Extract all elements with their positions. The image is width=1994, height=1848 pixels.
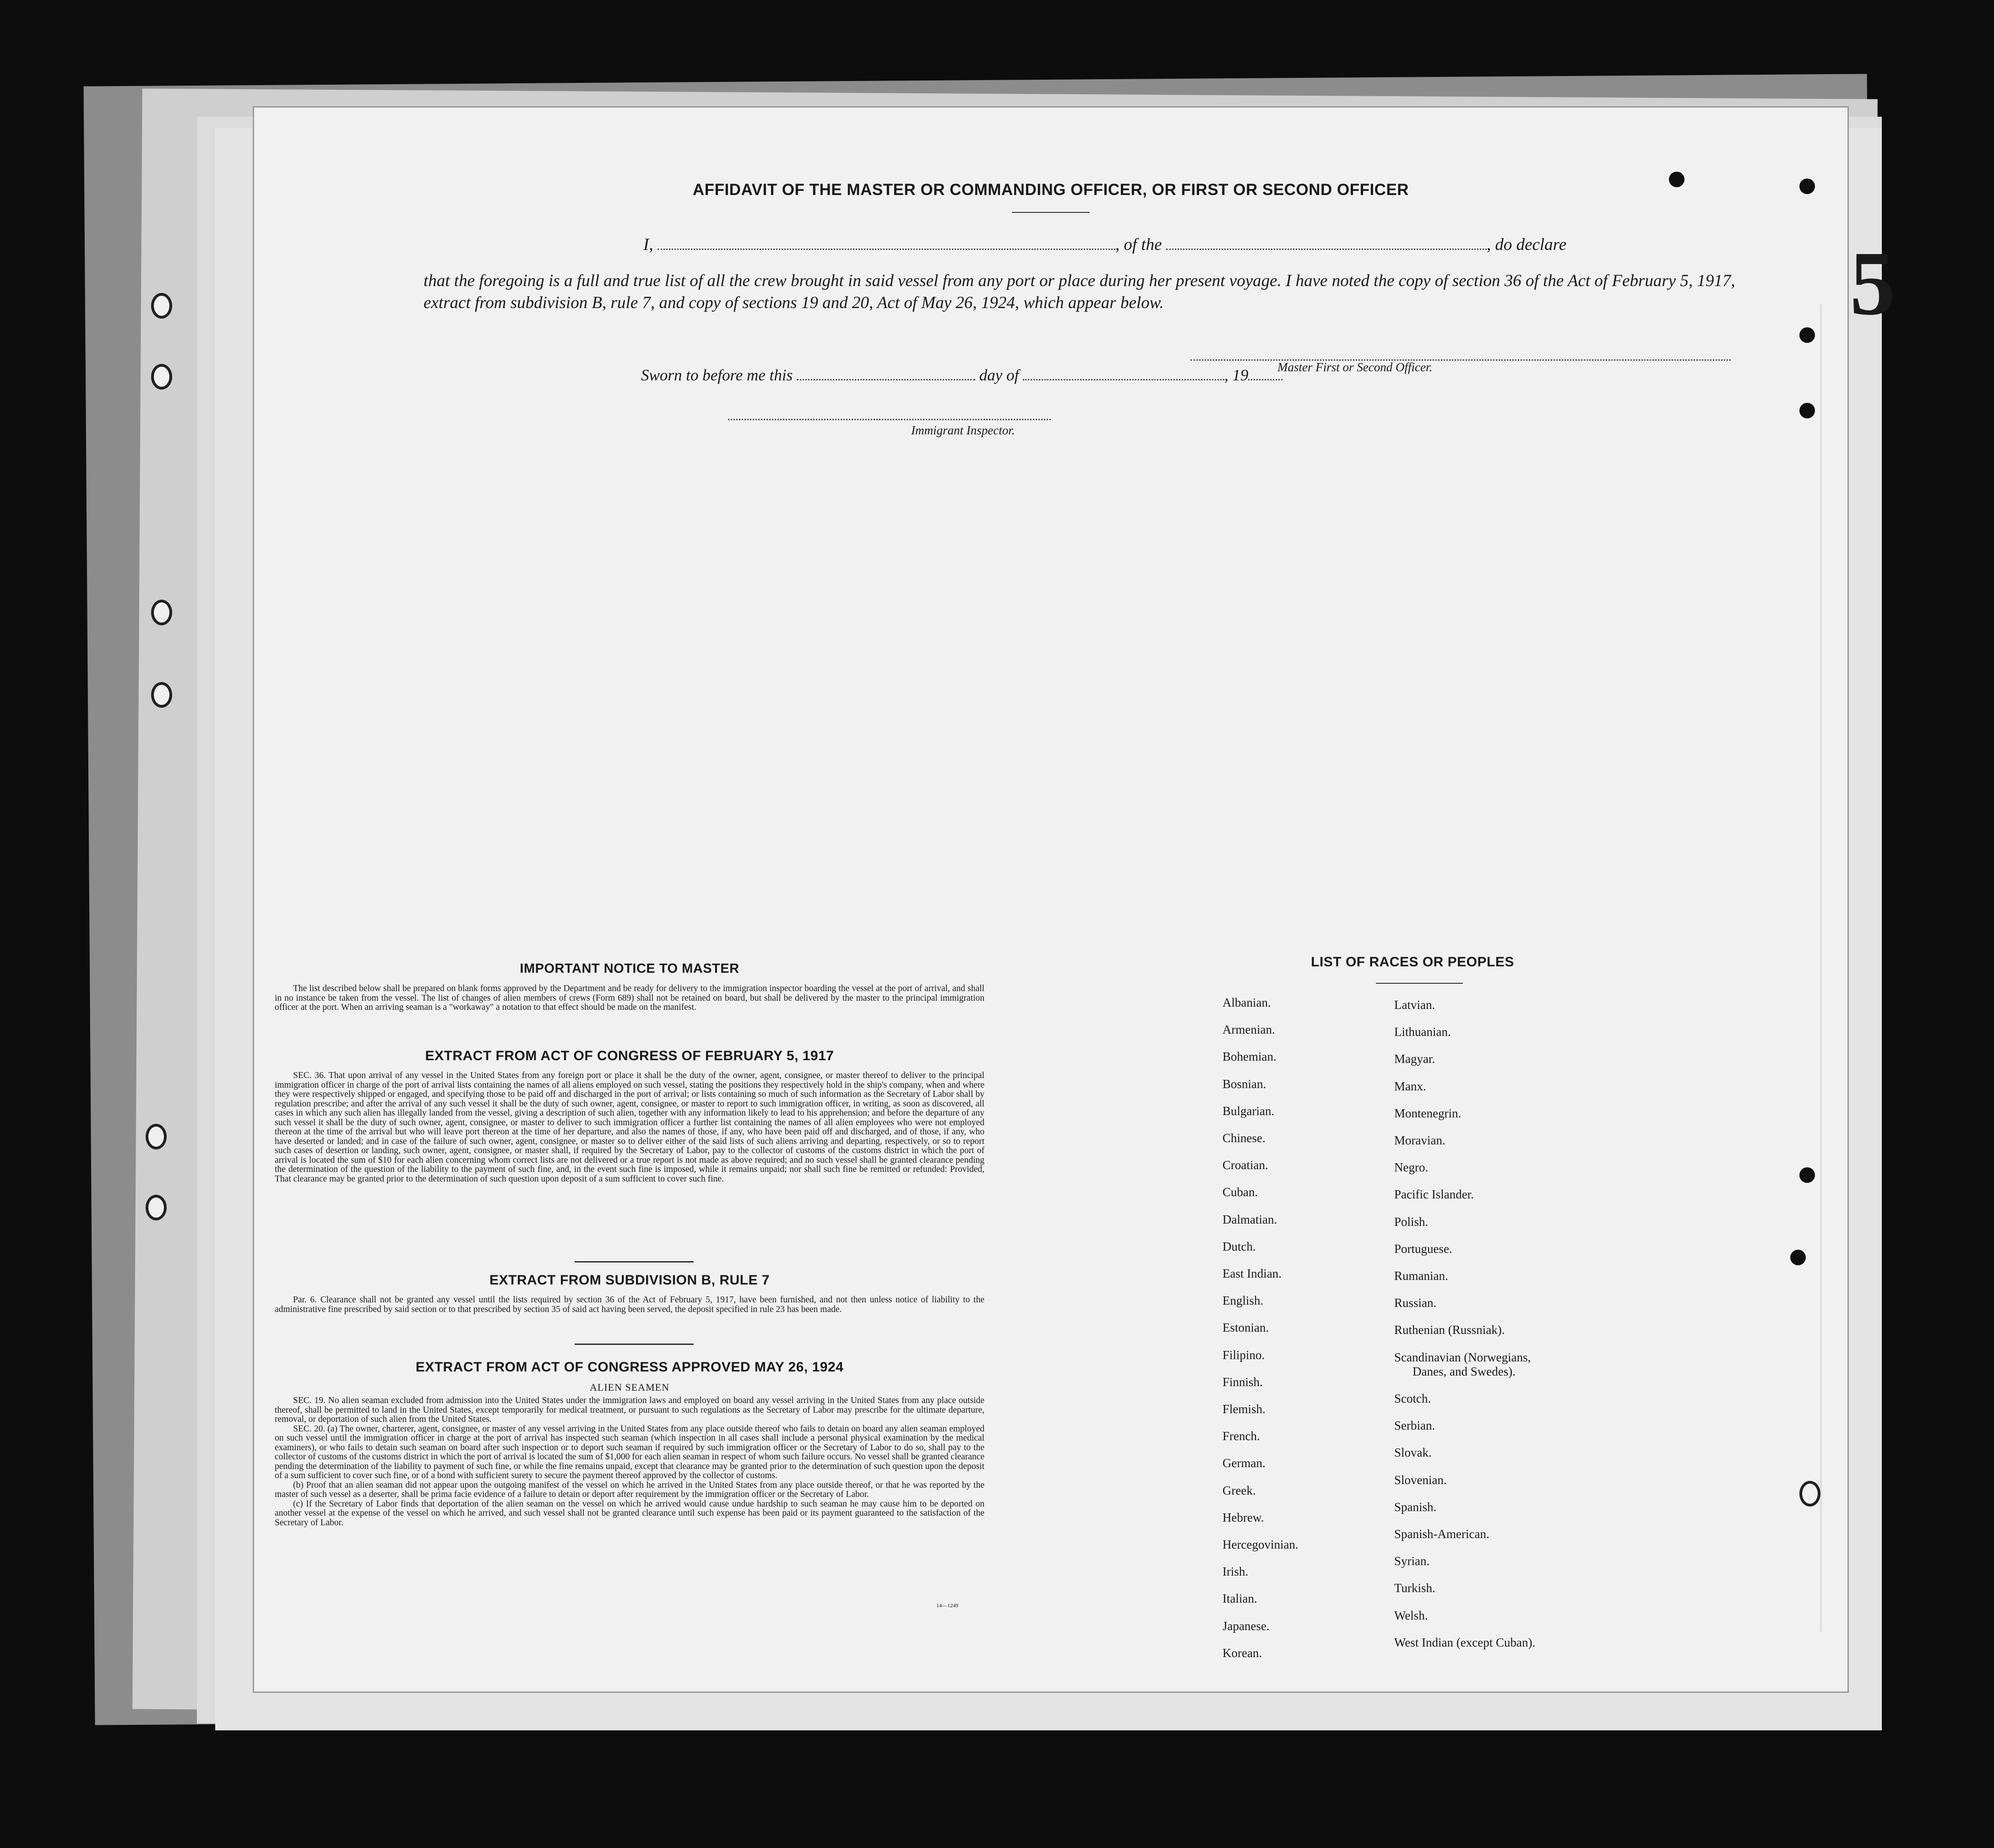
race-item: Rumanian. [1394,1269,1448,1283]
divider [1376,983,1463,984]
year-prefix: , 19 [1224,366,1249,384]
declarant-prefix: I, [643,235,653,254]
punch-hole [146,1195,167,1220]
race-item: Spanish-American. [1394,1527,1489,1541]
divider [575,1261,694,1263]
sworn-day-field[interactable] [797,369,975,380]
race-item: East Indian. [1222,1267,1282,1280]
race-item: Irish. [1222,1565,1249,1579]
race-item: Italian. [1222,1592,1257,1606]
race-item: Greek. [1222,1483,1256,1497]
punch-hole [151,364,172,390]
race-item: Dalmatian. [1222,1212,1277,1226]
sworn-year-field[interactable] [1248,369,1282,380]
race-item: Spanish. [1394,1500,1437,1514]
extract-1924-subtitle: ALIEN SEAMEN [590,1382,669,1393]
race-item: Latvian. [1394,998,1435,1012]
race-item: Korean. [1222,1646,1262,1660]
race-item: Danes, and Swedes). [1413,1364,1516,1378]
races-title: LIST OF RACES OR PEOPLES [1311,954,1514,970]
race-item: Estonian. [1222,1321,1269,1335]
punch-hole [151,682,172,708]
extract-1917-paragraph: SEC. 36. That upon arrival of any vessel in the United States from any foreign port or place it shall be the duty of the owner, agent, consignee, or master thereof to deliver to the principal immigration officer in charge of the port of arrival lists containing the names of all aliens employed on such vessel, stating the positions they respectively hold in the ship's company, when and where they were respectively shipped or engaged, and specifying those to be paid off and discharged in the port of arrival; or lists containing so much of such information as the Secretary of Labor shall by regulation prescribe; and after the arrival of any such vessel it shall be the duty of such owner, agent, consignee, or master to report to such immigration officer, in writing, as soon as discovered, all cases in which any such alien has illegally landed from the vessel, giving a description of such alien, together with any information likely to lead to his apprehension; and before the departure of any such vessel it shall be the duty of such owner, agent, consignee, or master to deliver to such immigration officer a further list containing the names of all alien employees who were not employed thereon at the time of the arrival but who will leave port thereon at the time of her departure, and also the names of those, if any, who have been paid off and discharged, and of those, if any, who have deserted or landed; and in case of the failure of such owner, agent, consignee, or master so to deliver either of the said lists of such aliens arriving and departing, respectively, or so to report such cases of desertion or landing, such owner, agent, consignee, or master shall, if required by the Secretary of Labor, pay to the collector of customs of the customs district in which the port of arrival is located the sum of $10 for each alien concerning whom correct lists are not delivered or a true report is not made as above required; and no such vessel shall be granted clearance pending the determination of the question of the liability to the payment of such fine, and, in the event such fine is imposed, while it remains unpaid; nor shall such fine be remitted or refunded: Provided, That clearance may be granted prior to the determination of such question upon deposit of a sum sufficient to cover such fine. [275,1071,984,1184]
sec-20a-paragraph: SEC. 20. (a) The owner, charterer, agent, consignee, or master of any vessel arriving in the United States from any place outside thereof who fails to detain on board any alien seaman employed on such vessel until the immigration officer in charge at the port of arrival has inspected such seaman (which inspection in all cases shall include a personal physical examination by the medical examiners), or who fails to detain such seaman on board after such inspection or to deport such seaman if required by such immigration officer or the Secretary of Labor to do so, shall pay to the collector of customs of the customs district in which the port of arrival is located the sum of $1,000 for each alien seaman in respect of whom such failure occurs. No vessel shall be granted clearance pending the determination of the liability to payment of such fine, or while the fine remains unpaid, except that clearance may be granted prior to the determination of such question upon the deposit of a sum sufficient to cover such fine, or of a bond with sufficient surety to secure the payment thereof approved by the collector of customs. [275,1424,984,1480]
extract-1917-body [275,1071,984,1184]
extract-1917-title: EXTRACT FROM ACT OF CONGRESS OF FEBRUARY 5, 1917 [425,1048,834,1063]
race-item: West Indian (except Cuban). [1394,1635,1536,1649]
sworn-line [641,366,1282,385]
race-item: Ruthenian (Russniak). [1394,1323,1505,1337]
punch-hole [146,1124,167,1149]
margin-mark: 5 [1850,233,1896,334]
race-item: Pacific Islander. [1394,1187,1474,1202]
extract-rule7-paragraph: Par. 6. Clearance shall not be granted any vessel until the lists required by section 36 of the Act of February 5, 1917, have been furnished, and not then unless notice of liability to the administrative fine prescribed by said section or to that prescribed by section 35 of said act having been served, the deposit specified in rule 23 has been made. [275,1295,984,1314]
race-item: Flemish. [1222,1402,1266,1416]
race-item: Cuban. [1222,1185,1258,1199]
notice-paragraph: The list described below shall be prepared on blank forms approved by the Department and be ready for delivery to the immigration inspector boarding the vessel at the port of arrival, and shall in no instance be taken from the vessel. The list of changes of alien members of crews (Form 689) shall not be retained on board, but shall be delivered by the master to the principal immigration officer at the port. When an arriving seaman is a "workaway" a notation to that effect should be made on the manifest. [275,984,984,1012]
of-the-label: , of the [1115,235,1162,254]
punch-hole [1799,403,1815,418]
do-declare-label: , do declare [1486,235,1567,254]
race-item: German. [1222,1456,1266,1470]
divider [575,1344,694,1345]
race-item: Albanian. [1222,996,1271,1009]
sworn-label: Sworn to before me this [641,366,793,384]
extract-1924-title: EXTRACT FROM ACT OF CONGRESS APPROVED MAY 26, 1924 [415,1360,844,1375]
race-item: Chinese. [1222,1131,1266,1145]
affidavit-page [254,108,1896,1691]
extract-1924-body [275,1396,984,1528]
inspector-signature-line[interactable] [728,419,1051,420]
race-item: Montenegrin. [1394,1106,1462,1120]
master-signature-label: Master First or Second Officer. [1277,360,1433,374]
affidavit-title: AFFIDAVIT OF THE MASTER OR COMMANDING OFFICER, OR FIRST OR SECOND OFFICER [692,181,1409,199]
punch-hole [1799,1167,1815,1183]
race-item: Bulgarian. [1222,1104,1275,1118]
sec-19-paragraph: SEC. 19. No alien seaman excluded from admission into the United States under the immigration laws and employed on board any vessel arriving in the United States from any place outside thereof, shall be permitted to land in the United States, except temporarily for medical treatment, or pursuant to such regulations as the Secretary of Labor may prescribe for the ultimate departure, removal, or deportation of such alien from the United States. [275,1396,984,1424]
race-item: Portuguese. [1394,1241,1452,1256]
sec-20b-paragraph: (b) Proof that an alien seaman did not appear upon the outgoing manifest of the vessel on which he arrived in the United States from any place outside thereof, or that he was reported by the master of such vessel as a deserter, shall be prima facie evidence of a failure to detain or deport after requirement by the immigration officer or the Secretary of Labor. [275,1480,984,1499]
notice-title: IMPORTANT NOTICE TO MASTER [520,961,739,976]
race-item: Magyar. [1394,1052,1435,1066]
race-item: Filipino. [1222,1348,1265,1362]
form-number: 14—1249 [936,1602,958,1609]
race-item: Moravian. [1394,1133,1445,1147]
race-item: Bosnian. [1222,1077,1266,1091]
notice-body [275,984,984,1013]
vessel-name-field[interactable] [1166,238,1487,250]
punch-hole [1799,1481,1820,1507]
race-item: Scandinavian (Norwegians, [1394,1350,1531,1364]
declaration-text: that the foregoing is a full and true list of all the crew brought in said vessel from any port or place during her present voyage. I have noted the copy of section 36 of the Act of February 5, 1917, extract from subdivision B, rule 7, and copy of sections 19 and 20, Act of May 26, 1924, which appear below. [424,271,1735,312]
punch-hole [1799,327,1815,343]
master-signature-line[interactable] [1190,359,1731,361]
race-item: Bohemian. [1222,1050,1277,1064]
extract-rule7-body [275,1295,984,1314]
day-of-label: day of [979,366,1019,384]
race-item: Slovak. [1394,1446,1432,1460]
race-item: Serbian. [1394,1419,1435,1433]
race-item: Japanese. [1222,1619,1270,1633]
sworn-month-field[interactable] [1023,369,1224,380]
punch-hole [151,293,172,319]
divider [1012,212,1090,213]
inspector-signature-label: Immigrant Inspector. [911,423,1015,437]
race-item: Welsh. [1394,1608,1428,1622]
declarant-name-field[interactable] [657,238,1115,250]
race-item: Croatian. [1222,1158,1268,1172]
race-item: Syrian. [1394,1554,1430,1568]
race-item: Hebrew. [1222,1510,1264,1524]
race-item: English. [1222,1294,1264,1308]
race-item: Lithuanian. [1394,1025,1451,1039]
race-item: Scotch. [1394,1392,1431,1405]
race-item: Finnish. [1222,1375,1263,1389]
race-item: Polish. [1394,1214,1429,1229]
extract-rule7-title: EXTRACT FROM SUBDIVISION B, RULE 7 [489,1273,770,1288]
race-item: Manx. [1394,1079,1426,1093]
race-item: Armenian. [1222,1023,1275,1037]
race-item: Russian. [1394,1296,1437,1310]
race-item: Dutch. [1222,1239,1256,1253]
race-item: Hercegovinian. [1222,1538,1299,1551]
punch-hole [1790,1250,1806,1265]
race-item: Slovenian. [1394,1473,1447,1487]
faint-rule [1820,304,1822,1632]
declaration-line [643,235,1566,255]
race-item: Negro. [1394,1160,1429,1175]
race-item: Turkish. [1394,1581,1435,1595]
race-item: French. [1222,1429,1260,1443]
punch-hole [151,600,172,625]
sec-20c-paragraph: (c) If the Secretary of Labor finds that deportation of the alien seaman on the vessel on which he arrived would cause undue hardship to such seaman he may cause him to be deported on another vessel at the expense of the vessel on which he arrived, and such vessel shall not be granted clearance until such expense has been paid or its payment guaranteed to the satisfaction of the Secretary of Labor. [275,1499,984,1528]
